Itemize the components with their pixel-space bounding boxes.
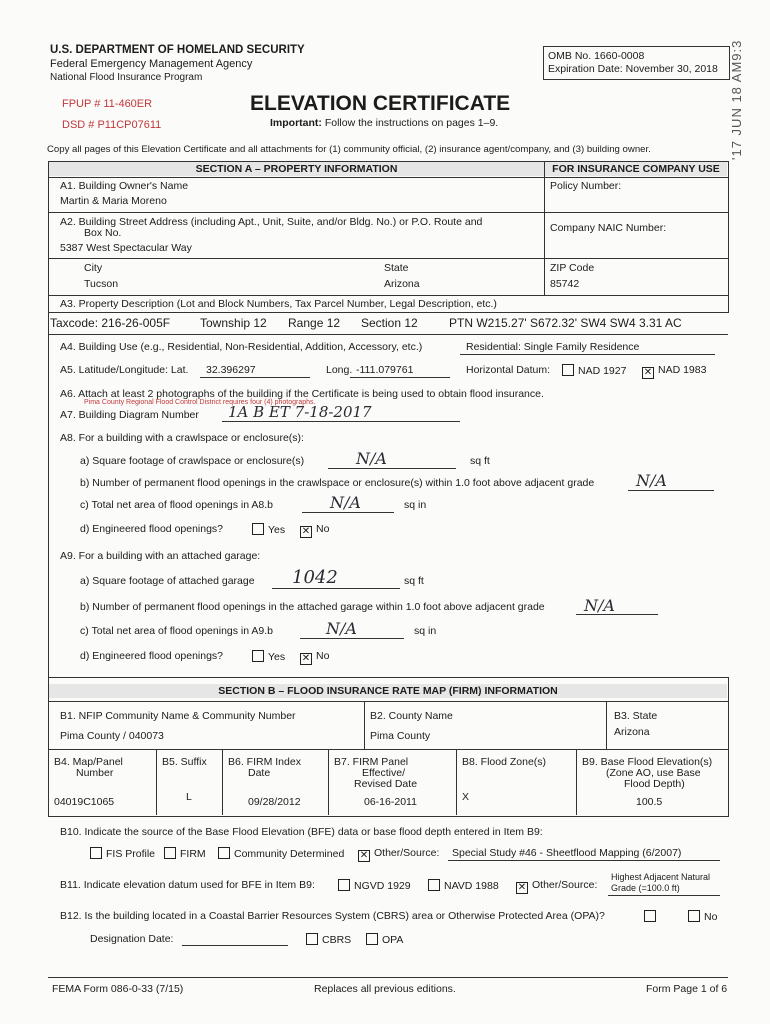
- navd-checkbox[interactable]: [428, 879, 440, 891]
- a5-datum-label: Horizontal Datum:: [466, 364, 551, 376]
- a8c-unit: sq in: [404, 499, 427, 511]
- a9c-unit: sq in: [414, 625, 437, 637]
- important-text: Follow the instructions on pages 1–9.: [324, 117, 499, 129]
- a8d-yes-label: Yes: [268, 524, 286, 536]
- a8d-label: d) Engineered flood openings?: [80, 523, 224, 535]
- a8a-value: N/A: [356, 449, 387, 468]
- b1-label: B1. NFIP Community Name & Community Number: [60, 710, 296, 722]
- ngvd-option[interactable]: [338, 879, 411, 893]
- a9c-value: N/A: [326, 619, 357, 638]
- cbrs-label: CBRS: [322, 934, 352, 946]
- a3-taxcode: Taxcode: 216-26-005F: [50, 316, 171, 330]
- agency-name: Federal Emergency Management Agency: [50, 58, 253, 70]
- a7-value: 1A B ET 7-18-2017: [228, 403, 372, 421]
- a3-township: Township 12: [200, 316, 267, 330]
- fis-profile-label: FIS Profile: [106, 848, 156, 860]
- important-label: Important:: [270, 117, 322, 129]
- a9b-value: N/A: [584, 596, 615, 615]
- a9d-no-checkbox[interactable]: [300, 653, 312, 665]
- nad1983-option[interactable]: [642, 364, 706, 379]
- designation-date-label: Designation Date:: [90, 933, 174, 945]
- a1-label: A1. Building Owner's Name: [60, 180, 189, 192]
- a3-ptn: PTN W215.27' S672.32' SW4 SW4 3.31 AC: [449, 316, 682, 330]
- city-label: City: [84, 262, 103, 274]
- policy-number-label: Policy Number:: [550, 180, 622, 192]
- opa-label: OPA: [382, 934, 404, 946]
- cbrs-option[interactable]: [306, 933, 351, 947]
- nad1983-label: NAD 1983: [658, 364, 707, 376]
- a9a-unit: sq ft: [404, 575, 424, 587]
- a4-value: Residential: Single Family Residence: [466, 341, 640, 353]
- a5-label: A5. Latitude/Longitude: Lat.: [60, 364, 189, 376]
- firm-label: FIRM: [180, 848, 206, 860]
- b12-no-checkbox[interactable]: [688, 910, 700, 922]
- a7-label: A7. Building Diagram Number: [60, 409, 199, 421]
- community-determined-checkbox[interactable]: [218, 847, 230, 859]
- a9a-label: a) Square footage of attached garage: [80, 575, 255, 587]
- nad1927-checkbox[interactable]: [562, 364, 574, 376]
- omb-number: OMB No. 1660-0008: [548, 50, 645, 62]
- navd-label: NAVD 1988: [444, 880, 499, 892]
- b5-label: B5. Suffix: [162, 756, 207, 768]
- replaces-note: Replaces all previous editions.: [314, 983, 456, 995]
- b11-other-option[interactable]: [516, 879, 597, 894]
- b4-label: B4. Map/Panel: [54, 756, 123, 768]
- expiration-date: Expiration Date: November 30, 2018: [548, 63, 718, 75]
- b7-label-cont1: Effective/: [362, 767, 405, 779]
- b10-other-option[interactable]: [358, 847, 439, 862]
- a9c-label: c) Total net area of flood openings in A9.b: [80, 625, 274, 637]
- b7-label-cont2: Revised Date: [354, 778, 418, 790]
- page-title: ELEVATION CERTIFICATE: [250, 92, 511, 115]
- page-number: Form Page 1 of 6: [646, 983, 728, 995]
- state-label: State: [384, 262, 409, 274]
- section-a-title: SECTION A – PROPERTY INFORMATION: [49, 162, 544, 176]
- designation-date-field[interactable]: [182, 945, 288, 946]
- nad1927-label: NAD 1927: [578, 365, 627, 377]
- a8d-no-label: No: [316, 523, 330, 535]
- b2-value: Pima County: [370, 730, 431, 742]
- b2-label: B2. County Name: [370, 710, 453, 722]
- cbrs-checkbox[interactable]: [306, 933, 318, 945]
- b4-label-cont: Number: [76, 767, 114, 779]
- b10-label: B10. Indicate the source of the Base Flood Elevation (BFE) data or base flood depth entered in Item B9:: [60, 826, 543, 838]
- city-value: Tucson: [84, 278, 119, 290]
- a4-label: A4. Building Use (e.g., Residential, Non-Residential, Addition, Accessory, etc.): [60, 341, 423, 353]
- b4-value: 04019C1065: [54, 796, 115, 808]
- form-number: FEMA Form 086-0-33 (7/15): [52, 983, 184, 995]
- ngvd-checkbox[interactable]: [338, 879, 350, 891]
- fpup-number: FPUP # 11-460ER: [62, 98, 153, 110]
- b6-value: 09/28/2012: [248, 796, 301, 808]
- b11-other-label: Other/Source:: [532, 879, 598, 891]
- a5-latitude: 32.396297: [206, 364, 256, 376]
- b9-label-cont1: (Zone AO, use Base: [606, 767, 701, 779]
- naic-label: Company NAIC Number:: [550, 222, 667, 234]
- state-value: Arizona: [384, 278, 420, 290]
- b10-source-value: Special Study #46 - Sheetflood Mapping (6/2007): [452, 847, 682, 859]
- b7-value: 06-16-2011: [364, 796, 417, 808]
- a6-label: A6. Attach at least 2 photographs of the building if the Certificate is being used to obtain flood insurance.: [60, 388, 544, 400]
- section-b-title: SECTION B – FLOOD INSURANCE RATE MAP (FIRM) INFORMATION: [49, 684, 727, 698]
- b3-value: Arizona: [614, 726, 650, 738]
- b6-label: B6. FIRM Index: [228, 756, 301, 768]
- a8b-label: b) Number of permanent flood openings in the crawlspace or enclosure(s) within 1.0 foot above adjacent grade: [80, 477, 595, 489]
- a8c-value: N/A: [330, 493, 361, 512]
- b8-value: X: [462, 791, 470, 803]
- a8d-yes-checkbox[interactable]: [252, 523, 264, 535]
- important-note: [270, 117, 498, 130]
- b12-no-label: No: [704, 911, 718, 923]
- a8-label: A8. For a building with a crawlspace or enclosure(s):: [60, 432, 304, 444]
- a9b-label: b) Number of permanent flood openings in the attached garage within 1.0 foot above adjacent grade: [80, 601, 545, 613]
- a5-longitude: -111.079761: [356, 364, 414, 376]
- copy-instructions: Copy all pages of this Elevation Certificate and all attachments for (1) community official, (2) insurance agent/company, and (3) building owner.: [47, 144, 651, 155]
- dsd-number: DSD # P11CP07611: [62, 119, 162, 131]
- ngvd-label: NGVD 1929: [354, 880, 411, 892]
- b10-other-checkbox[interactable]: [358, 850, 370, 862]
- a1-value: Martin & Maria Moreno: [60, 195, 167, 207]
- b9-value: 100.5: [636, 796, 663, 808]
- a2-value: 5387 West Spectacular Way: [60, 242, 192, 254]
- b11-other-checkbox[interactable]: [516, 882, 528, 894]
- a9d-label: d) Engineered flood openings?: [80, 650, 224, 662]
- a6-note: Pima County Regional Flood Control District requires four (4) photographs.: [84, 399, 316, 406]
- a9-label: A9. For a building with an attached garage:: [60, 550, 261, 562]
- insurance-use-title: FOR INSURANCE COMPANY USE: [545, 162, 727, 176]
- opa-option[interactable]: [366, 933, 403, 947]
- firm-option[interactable]: [164, 847, 206, 861]
- nad1927-option[interactable]: [562, 364, 626, 378]
- omb-box: [543, 46, 730, 80]
- a9d-yes-label: Yes: [268, 651, 286, 663]
- a9d-no-label: No: [316, 650, 330, 662]
- navd-option[interactable]: [428, 879, 499, 893]
- community-determined-option[interactable]: [218, 847, 344, 861]
- a8d-no-option[interactable]: [300, 523, 329, 538]
- a2-label: A2. Building Street Address (including Apt., Unit, Suite, and/or Bldg. No.) or P.O. Route and: [60, 216, 483, 228]
- a9a-value: 1042: [292, 567, 338, 588]
- a9d-no-option[interactable]: [300, 650, 329, 665]
- a3-section: Section 12: [361, 316, 418, 330]
- a8c-label: c) Total net area of flood openings in A8.b: [80, 499, 274, 511]
- fis-profile-option[interactable]: [90, 847, 155, 861]
- received-stamp: '17 JUN 18 AM9:3: [729, 39, 744, 160]
- department-name: U.S. DEPARTMENT OF HOMELAND SECURITY: [50, 44, 305, 56]
- zip-value: 85742: [550, 278, 580, 290]
- a5-long-label: Long.: [326, 364, 353, 376]
- b9-label: B9. Base Flood Elevation(s): [582, 756, 713, 768]
- b11-value-line2: Grade (=100.0 ft): [611, 883, 680, 893]
- b3-label: B3. State: [614, 710, 658, 722]
- community-determined-label: Community Determined: [234, 848, 345, 860]
- b12-yes-option[interactable]: [644, 910, 660, 924]
- a9d-yes-checkbox[interactable]: [252, 650, 264, 662]
- b11-label: B11. Indicate elevation datum used for BFE in Item B9:: [60, 879, 315, 891]
- a3-range: Range 12: [288, 316, 341, 330]
- program-name: National Flood Insurance Program: [50, 72, 203, 83]
- a9d-yes-option[interactable]: [252, 650, 285, 664]
- fis-profile-checkbox[interactable]: [90, 847, 102, 859]
- b1-value: Pima County / 040073: [60, 730, 164, 742]
- b12-yes-checkbox[interactable]: [644, 910, 656, 922]
- nad1983-checkbox[interactable]: [642, 367, 654, 379]
- b6-label-cont: Date: [248, 767, 271, 779]
- b12-no-option[interactable]: [688, 910, 717, 924]
- b10-other-label: Other/Source:: [374, 847, 440, 859]
- b8-label: B8. Flood Zone(s): [462, 756, 547, 768]
- opa-checkbox[interactable]: [366, 933, 378, 945]
- a3-label: A3. Property Description (Lot and Block Numbers, Tax Parcel Number, Legal Description, etc.): [60, 298, 497, 310]
- a8d-no-checkbox[interactable]: [300, 526, 312, 538]
- zip-label: ZIP Code: [550, 262, 595, 274]
- a2-label-cont: Box No.: [84, 227, 122, 239]
- a8d-yes-option[interactable]: [252, 523, 285, 537]
- firm-checkbox[interactable]: [164, 847, 176, 859]
- a8b-value: N/A: [636, 471, 667, 490]
- a8a-unit: sq ft: [470, 455, 490, 467]
- b9-label-cont2: Flood Depth): [624, 778, 685, 790]
- b11-value-line1: Highest Adjacent Natural: [611, 872, 711, 882]
- b5-value: L: [186, 791, 192, 803]
- b7-label: B7. FIRM Panel: [334, 756, 409, 768]
- b12-label: B12. Is the building located in a Coastal Barrier Resources System (CBRS) area or Otherwise Protected Area (OPA)?: [60, 910, 605, 922]
- a8a-label: a) Square footage of crawlspace or enclosure(s): [80, 455, 305, 467]
